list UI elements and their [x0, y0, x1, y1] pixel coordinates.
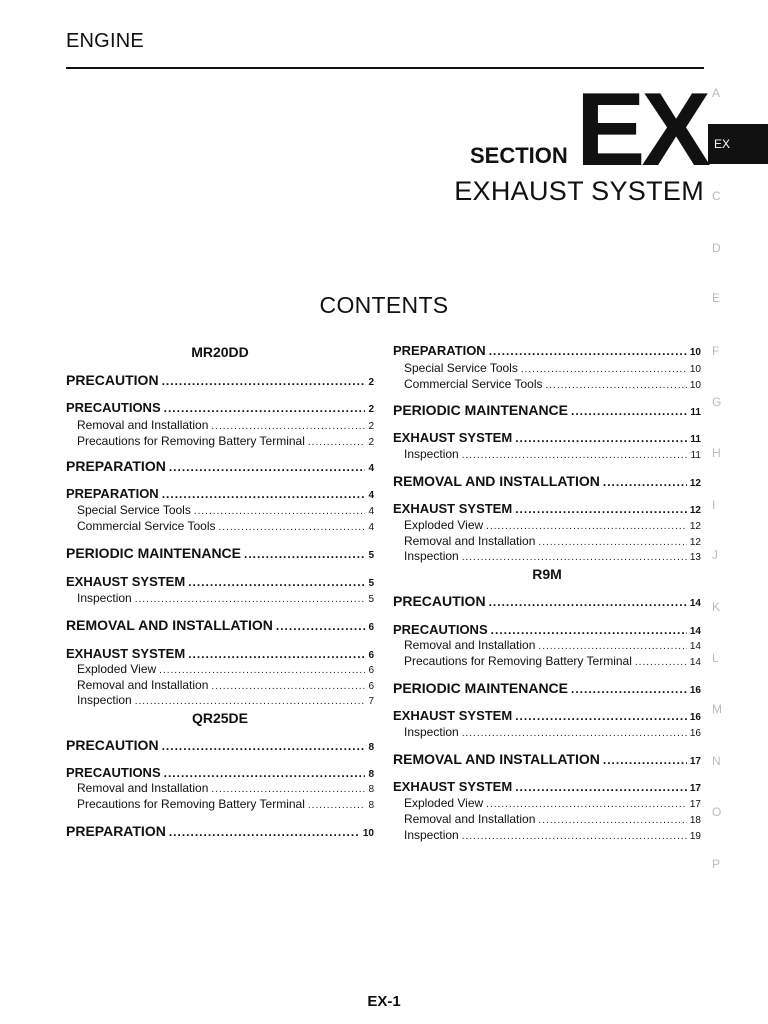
toc-entry-item[interactable]	[393, 549, 701, 563]
dot-leader	[462, 830, 687, 842]
header-label: ENGINE	[66, 30, 144, 52]
toc-entry-sub[interactable]	[393, 708, 701, 723]
dot-leader	[162, 374, 366, 388]
dot-leader	[188, 648, 365, 661]
contents-title: CONTENTS	[319, 292, 449, 318]
side-tab-ex[interactable]: EX	[708, 124, 768, 164]
toc-entry-sub[interactable]	[393, 622, 701, 637]
toc-entry-label: PERIODIC MAINTENANCE	[66, 545, 242, 561]
toc-entry-major[interactable]	[393, 751, 701, 767]
dot-leader	[486, 798, 687, 810]
toc-entry-page: 2	[368, 437, 374, 448]
side-tab-p[interactable]: P	[712, 857, 721, 871]
toc-entry-label: PRECAUTION	[393, 593, 486, 609]
toc-entry-label: EXHAUST SYSTEM	[66, 574, 186, 589]
toc-entry-item[interactable]	[66, 678, 374, 692]
toc-entry-page: 8	[368, 800, 374, 811]
dot-leader	[521, 363, 687, 375]
toc-entry-page: 2	[368, 421, 374, 432]
toc-entry-label: Commercial Service Tools	[77, 519, 216, 533]
toc-entry-sub[interactable]	[66, 486, 374, 501]
toc-entry-label: PERIODIC MAINTENANCE	[393, 402, 569, 418]
toc-entry-item[interactable]	[66, 519, 374, 533]
dot-leader	[162, 488, 366, 501]
dot-leader	[571, 404, 687, 418]
dot-leader	[159, 664, 365, 676]
dot-leader	[571, 682, 687, 696]
dot-leader	[135, 695, 366, 707]
toc-entry-item[interactable]	[393, 361, 701, 375]
side-tab-j[interactable]: J	[712, 548, 718, 562]
side-tab-i[interactable]: I	[712, 498, 716, 512]
toc-entry-label: Precautions for Removing Battery Terminal	[404, 654, 632, 668]
dot-leader	[162, 739, 366, 753]
toc-entry-label: PERIODIC MAINTENANCE	[393, 680, 569, 696]
dot-leader	[188, 576, 365, 589]
toc-entry-page: 5	[368, 550, 374, 561]
side-tab-l[interactable]: L	[712, 651, 719, 665]
side-tab-o[interactable]: O	[712, 805, 722, 819]
toc-entry-sub[interactable]	[66, 400, 374, 415]
toc-entry-page: 16	[689, 685, 701, 696]
dot-leader	[276, 619, 366, 633]
toc-entry-label: Inspection	[77, 591, 132, 605]
toc-entry-item[interactable]	[393, 796, 701, 810]
toc-entry-label: Special Service Tools	[77, 503, 191, 517]
toc-entry-page: 8	[368, 742, 374, 753]
dot-leader	[164, 402, 366, 415]
toc-entry-item[interactable]	[66, 693, 374, 707]
toc-entry-label: Inspection	[77, 693, 132, 707]
toc-entry-label: Removal and Installation	[77, 678, 209, 692]
toc-entry-page: 14	[689, 641, 701, 652]
toc-entry-label: REMOVAL AND INSTALLATION	[393, 751, 600, 767]
dot-leader	[538, 536, 686, 548]
toc-entry-item[interactable]	[66, 591, 374, 605]
dot-leader	[169, 825, 360, 839]
dot-leader	[603, 753, 687, 767]
toc-entry-page: 2	[368, 377, 374, 388]
toc-entry-page: 4	[368, 490, 374, 501]
toc-entry-label: EXHAUST SYSTEM	[393, 779, 513, 794]
side-tab-n[interactable]: N	[712, 754, 721, 768]
toc-entry-page: 6	[368, 681, 374, 692]
toc-entry-page: 11	[690, 407, 701, 418]
toc-entry-label: Removal and Installation	[404, 812, 536, 826]
dot-leader	[308, 799, 366, 811]
toc-entry-page: 4	[368, 522, 374, 533]
section-word: SECTION	[470, 143, 568, 168]
toc-entry-label: PRECAUTIONS	[66, 765, 161, 780]
dot-leader	[462, 551, 687, 563]
dot-leader	[538, 814, 686, 826]
toc-entry-page: 12	[689, 478, 701, 489]
toc-entry-page: 6	[368, 665, 374, 676]
toc-entry-page: 14	[689, 657, 701, 668]
section-code: EX	[576, 72, 707, 188]
dot-leader	[603, 475, 687, 489]
toc-entry-label: REMOVAL AND INSTALLATION	[393, 473, 600, 489]
toc-entry-page: 12	[689, 537, 701, 548]
toc-entry-page: 19	[689, 831, 701, 842]
dot-leader	[462, 449, 688, 461]
side-tab-d[interactable]: D	[712, 241, 721, 255]
toc-entry-label: Precautions for Removing Battery Terminal	[77, 797, 305, 811]
toc-entry-item[interactable]	[393, 377, 701, 391]
toc-entry-page: 2	[368, 404, 374, 415]
toc-entry-label: Inspection	[404, 447, 459, 461]
toc-entry-major[interactable]	[393, 402, 701, 418]
toc-entry-page: 8	[368, 784, 374, 795]
toc-entry-label: Inspection	[404, 549, 459, 563]
toc-entry-label: Precautions for Removing Battery Terminal	[77, 434, 305, 448]
toc-entry-page: 13	[689, 552, 701, 563]
toc-entry-label: PRECAUTIONS	[66, 400, 161, 415]
toc-entry-sub[interactable]	[66, 574, 374, 589]
side-tab-f[interactable]: F	[712, 344, 720, 358]
dot-leader	[515, 432, 687, 445]
toc-entry-item[interactable]	[393, 828, 701, 842]
toc-entry-label: EXHAUST SYSTEM	[393, 430, 513, 445]
toc-entry-label: Inspection	[404, 725, 459, 739]
toc-entry-page: 16	[689, 712, 701, 723]
toc-entry-label: EXHAUST SYSTEM	[393, 708, 513, 723]
toc-entry-major[interactable]	[393, 680, 701, 696]
toc-entry-page: 17	[689, 799, 701, 810]
toc-entry-sub[interactable]	[393, 430, 701, 445]
side-tab-g[interactable]: G	[712, 395, 722, 409]
toc-entry-major[interactable]	[66, 737, 374, 753]
dot-leader	[211, 783, 365, 795]
toc-entry-label: EXHAUST SYSTEM	[66, 646, 186, 661]
toc-entry-page: 16	[689, 728, 701, 739]
toc-entry-item[interactable]	[66, 781, 374, 795]
dot-leader	[546, 379, 687, 391]
dot-leader	[635, 656, 687, 668]
dot-leader	[538, 640, 686, 652]
dot-leader	[219, 521, 366, 533]
toc-entry-label: Removal and Installation	[77, 418, 209, 432]
toc-entry-page: 7	[368, 696, 374, 707]
toc-entry-page: 6	[368, 622, 374, 633]
dot-leader	[135, 593, 366, 605]
toc-entry-item[interactable]	[393, 812, 701, 826]
toc-entry-page: 5	[368, 594, 374, 605]
toc-entry-sub[interactable]	[393, 501, 701, 516]
toc-entry-page: 17	[689, 756, 701, 767]
dot-leader	[515, 503, 687, 516]
toc-entry-item[interactable]	[393, 447, 701, 461]
toc-entry-label: PREPARATION	[66, 486, 159, 501]
toc-entry-page: 12	[689, 521, 701, 532]
dot-leader	[308, 436, 366, 448]
toc-entry-page: 17	[689, 783, 701, 794]
toc-entry-sub[interactable]	[66, 765, 374, 780]
toc-entry-item[interactable]	[393, 534, 701, 548]
toc-entry-item[interactable]	[393, 638, 701, 652]
toc-entry-major[interactable]	[393, 473, 701, 489]
toc-entry-sub[interactable]	[66, 646, 374, 661]
dot-leader	[462, 727, 687, 739]
toc-entry-label: PRECAUTION	[66, 372, 159, 388]
toc-entry-label: PREPARATION	[66, 823, 166, 839]
toc-entry-major[interactable]	[66, 458, 374, 474]
side-tab-c[interactable]: C	[712, 189, 721, 203]
toc-entry-major[interactable]	[66, 823, 374, 839]
toc-entry-label: Inspection	[404, 828, 459, 842]
dot-leader	[515, 781, 687, 794]
toc-entry-label: PREPARATION	[393, 343, 486, 358]
side-tab-k[interactable]: K	[712, 600, 721, 614]
toc-entry-label: Exploded View	[404, 796, 484, 810]
toc-entry-item[interactable]	[66, 662, 374, 676]
toc-entry-label: Removal and Installation	[77, 781, 209, 795]
toc-entry-label: PRECAUTIONS	[393, 622, 488, 637]
toc-entry-page: 6	[368, 650, 374, 661]
toc-entry-page: 4	[368, 506, 374, 517]
toc-entry-label: EXHAUST SYSTEM	[393, 501, 513, 516]
section-title: EXHAUST SYSTEM	[454, 176, 704, 206]
side-tab-a[interactable]: A	[712, 86, 721, 100]
toc-entry-label: REMOVAL AND INSTALLATION	[66, 617, 273, 633]
dot-leader	[515, 710, 687, 723]
dot-leader	[489, 345, 687, 358]
toc-entry-page: 5	[368, 578, 374, 589]
toc-entry-label: Removal and Installation	[404, 638, 536, 652]
toc-entry-label: Exploded View	[404, 518, 484, 532]
toc-entry-item[interactable]	[393, 725, 701, 739]
side-tab-e[interactable]: E	[712, 291, 721, 305]
dot-leader	[489, 595, 687, 609]
toc-entry-label: Exploded View	[77, 662, 157, 676]
dot-leader	[169, 460, 366, 474]
toc-entry-item[interactable]	[393, 654, 701, 668]
toc-entry-label: PRECAUTION	[66, 737, 159, 753]
dot-leader	[491, 624, 687, 637]
toc-entry-major[interactable]	[66, 545, 374, 561]
toc-entry-page: 14	[689, 598, 701, 609]
toc-entry-page: 18	[689, 815, 701, 826]
dot-leader	[211, 680, 365, 692]
toc-entry-item[interactable]	[66, 418, 374, 432]
side-tab-h[interactable]: H	[712, 446, 721, 460]
toc-entry-page: 14	[689, 626, 701, 637]
toc-entry-item[interactable]	[66, 434, 374, 448]
toc-entry-sub[interactable]	[393, 343, 701, 358]
toc-entry-page: 4	[368, 463, 374, 474]
toc-entry-label: Removal and Installation	[404, 534, 536, 548]
dot-leader	[486, 520, 687, 532]
dot-leader	[194, 505, 366, 517]
engine-heading: QR25DE	[191, 710, 249, 726]
toc-entry-label: PREPARATION	[66, 458, 166, 474]
dot-leader	[164, 767, 366, 780]
toc-entry-page: 10	[689, 347, 701, 358]
toc-entry-major[interactable]	[66, 617, 374, 633]
dot-leader	[211, 420, 365, 432]
engine-heading: R9M	[532, 566, 562, 582]
engine-heading: MR20DD	[191, 344, 249, 360]
toc-entry-major[interactable]	[66, 372, 374, 388]
toc-entry-page: 10	[689, 364, 701, 375]
toc-entry-item[interactable]	[66, 503, 374, 517]
toc-entry-label: Special Service Tools	[404, 361, 518, 375]
toc-entry-page: 12	[689, 505, 701, 516]
toc-entry-page: 11	[690, 434, 701, 445]
toc-entry-page: 10	[689, 380, 701, 391]
header-rule	[66, 67, 704, 69]
toc-entry-page: 10	[362, 828, 374, 839]
toc-entry-item[interactable]	[393, 518, 701, 532]
page-number: EX-1	[367, 993, 401, 1010]
toc-entry-item[interactable]	[66, 797, 374, 811]
toc-entry-sub[interactable]	[393, 779, 701, 794]
toc-entry-page: 11	[690, 450, 701, 461]
toc-entry-page: 8	[368, 769, 374, 780]
toc-entry-label: Commercial Service Tools	[404, 377, 543, 391]
dot-leader	[244, 547, 365, 561]
toc-entry-major[interactable]	[393, 593, 701, 609]
side-tab-m[interactable]: M	[712, 702, 722, 716]
